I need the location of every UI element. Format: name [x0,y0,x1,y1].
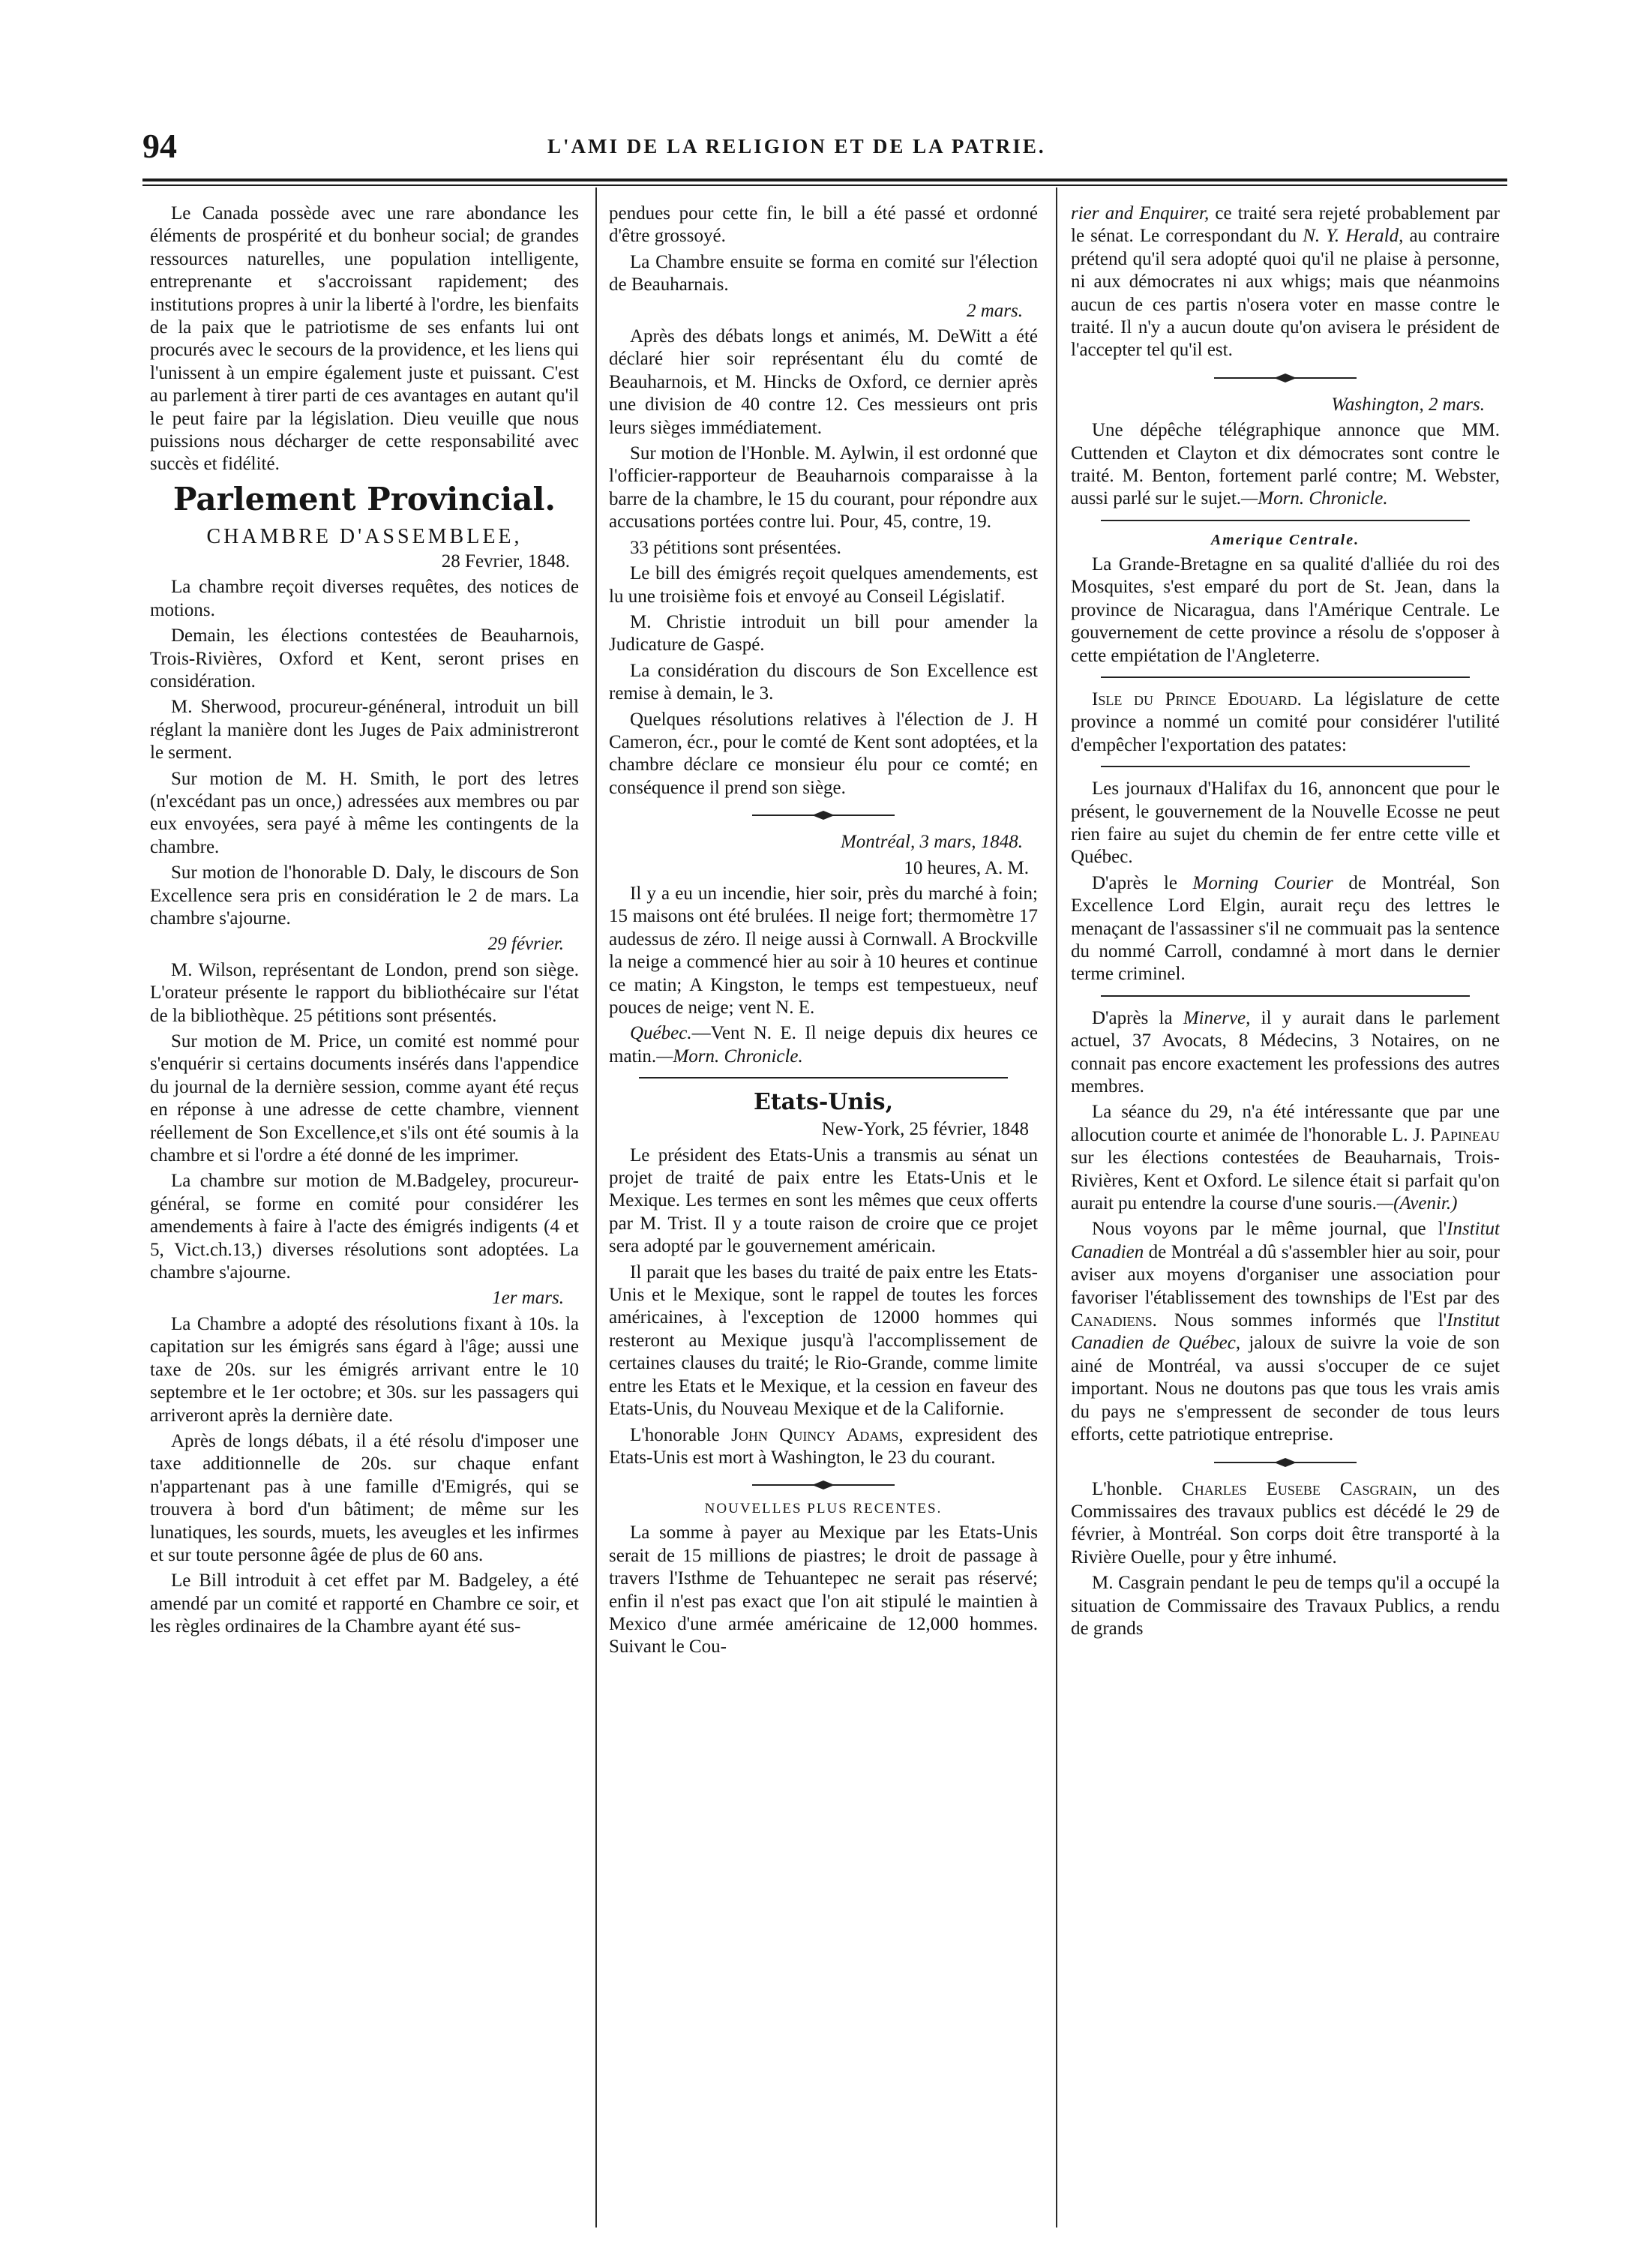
paragraph-text: D'après la [1092,1007,1183,1028]
paragraph: pendues pour cette fin, le bill a été passé et ordonné d'être grossoyé. [609,203,1038,247]
paragraph: Le Canada possède avec une rare abondance les éléments de prospérité et du bonheur social; de grandes ressources naturelles, une population intelligente, entreprenante et s'accroissant rapidement; des institutions propres à unir la liberté à l'ordre, les bienfaits de la paix que le patriotisme de ses enfants lui ont procurés avec le secours de la providence, et les liens qui l'unissent à un empire également juste et puissant. C'est au parlement à tirer parti de ces avantages en autant qu'il le peut faire par la législation. Dieu veuille que nous puissions nous décharger de cette responsabilité avec succès et fidélité. [150,203,579,475]
paragraph [1071,1007,1500,1099]
dateline: Washington, 2 mars. [1331,394,1485,415]
paragraph-text: sur les élections contestées de Beauharnais, Trois-Rivières, Kent et Oxford. Le silence était si parfait qu'on aurait pu entendre la course d'une souris. [1071,1148,1500,1214]
item-lead: Isle du Prince Edouard. [1092,688,1302,710]
person-name: John Quincy Adams [731,1424,899,1445]
paragraph: La considération du discours de Son Excellence est remise à demain, le 3. [609,660,1038,704]
dateline-lead: Québec. [630,1023,692,1044]
paragraph: Les journaux d'Halifax du 16, annoncent que pour le présent, le gouvernement de la Nouvelle Ecosse ne peut rien faire au sujet du chemin de fer entre cette ville et Québec. [1071,778,1500,868]
institution-name: Institut Canadien de Québec, [1071,1310,1500,1354]
paragraph: Sur motion de M. Price, un comité est nommé pour s'enquérir si certains documents insérés dans l'appendice du journal de la dernière session, comme ayant été reçus en réponse à une adresse de cette chambre, viennent réellement de Son Excellence,et s'ils ont été soumis à la chambre et si l'ordre a été donné de les imprimer. [150,1031,579,1166]
paragraph [1071,1478,1500,1570]
section-title: Etats-Unis, [753,1089,894,1116]
paragraph [1071,1101,1500,1215]
paragraph-text: ce traité sera rejeté probablement par le sénat. Le correspondant du [1071,203,1500,247]
header-rule [142,178,1507,182]
ornament-divider [1214,373,1357,383]
dateline: 29 février. [487,934,564,955]
column-2 [609,202,1038,2228]
paragraph [1071,202,1500,362]
page-header [142,126,1507,171]
paragraph: La Chambre ensuite se forma en comité sur l'élection de Beauharnais. [609,251,1038,296]
paragraph: Sur motion de M. H. Smith, le port des letres (n'excédant pas un once,) adressées aux membres ou par eux envoyées, sera payé à même les contingents de la chambre. [150,768,579,857]
paragraph-text: La législature de cette province a nommé un comité pour considérer l'utilité d'empêcher l'exportation des patates: [1071,688,1500,755]
paragraph: La Chambre a adopté des résolutions fixant à 10s. la capitation sur les émigrés sans égard à l'âge; aussi une taxe de 20s. sur les émigrés arrivant entre le 10 septembre et le 1er octobre; et 30s. sur les passagers qui arriveront après la dernière date. [150,1313,579,1426]
paragraph: M. Wilson, représentant de London, prend son siège. L'orateur présente le rapport du bibliothécaire sur l'état de la bibliothèque. 25 pétitions sont présentés. [150,959,579,1026]
paragraph-text: il y aurait dans le parlement actuel, 37 Avocats, 8 Médecins, 3 Notaires, on ne connait pas encore exactement les professions des autres membres. [1071,1007,1500,1096]
paragraph: La chambre reçoit diverses requêtes, des notices de motions. [150,577,579,620]
paragraph-text: D'après le [1092,872,1193,893]
column-separator [595,188,597,2228]
paragraph-text: L'honorable [630,1424,732,1445]
dateline: 1er mars. [492,1288,564,1309]
section-title: Amerique Centrale. [1210,531,1360,548]
paragraph: Le bill des émigrés reçoit quelques amendements, est lu une troisième fois et envoyé au Conseil Législatif. [609,563,1038,607]
paragraph: La somme à payer au Mexique par les Etats-Unis serait de 15 millions de piastres; le droit de passage à travers l'Isthme de Tehuantepec ne serait pas réservé; enfin il n'est pas exact que l'on ait stipulé le maintien à Mexico d'une armée américaine de 12,000 hommes. Suivant le Cou- [609,1522,1038,1658]
paragraph: M. Casgrain pendant le peu de temps qu'il a occupé la situation de Commissaire des Travaux Publics, a rendu de grands [1071,1573,1500,1639]
paragraph-text: Nous voyons par le même journal, que l' [1092,1219,1447,1240]
institution-name: Institut Canadien [1071,1219,1500,1262]
paragraph: 33 pétitions sont présentées. [630,537,841,558]
paragraph [1071,872,1500,986]
newspaper-name: Minerve, [1183,1007,1251,1028]
dateline-time: 10 heures, A. M. [904,857,1029,878]
paragraph: M. Christie introduit un bill pour amender la Judicature de Gaspé. [609,611,1038,656]
paragraph-text: jaloux de suivre la voie de son ainé de Montréal, va aussi s'occuper de ce sujet important. Nous ne doutons pas que tous les vrais amis du pays ne s'empressent de seconder de tous leurs efforts, cette patriotique entreprise. [1071,1333,1500,1445]
subsection-title: CHAMBRE D'ASSEMBLEE, [206,524,523,548]
paragraph [1071,688,1500,757]
person-name: L. J. Papineau [1392,1124,1500,1145]
paragraph-text: de Montréal, Son Excellence Lord Elgin, aurait reçu des lettres le menaçant de l'assassiner s'il ne commuait pas la sentence du nommé Carroll, condamné à mort dans le dernier terme criminel. [1071,872,1500,985]
page-number: 94 [142,127,177,165]
dateline: 2 mars. [966,300,1023,321]
paragraph [1071,1218,1500,1446]
newspaper-name: N. Y. Herald, [1303,226,1404,247]
paragraph [609,1424,1038,1470]
small-caps-word: Canadiens [1071,1310,1153,1331]
dateline: New-York, 25 février, 1848 [821,1119,1029,1140]
source-credit: —Morn. Chronicle. [1241,488,1388,509]
section-title: Parlement Provincial. [172,480,556,518]
paragraph-text: . Nous sommes informés que l' [1152,1310,1447,1331]
paragraph: Il y a eu un incendie, hier soir, près du marché à foin; 15 maisons ont été brulées. Il neige fort; thermomètre 17 audessus de zéro. Il neige aussi à Cornwall. A Brockville la neige a commencé hier au soir à 10 heures et continue ce matin; A Kingston, le temps est tempestueux, neuf pouces de neige; vent N. E. [609,883,1038,1018]
column-3 [1071,202,1500,2228]
paragraph-text: au contraire prétend qu'il sera adopté quoi qu'il ne plaise à personne, ni aux démocrates ni aux whigs; mais que néanmoins aucun de ces partis n'osera voter en masse contre le traité. Il n'y a aucun doute qu'on avisera le président de l'accepter tel qu'il est. [1071,226,1500,361]
divider-rule [1101,520,1470,521]
paragraph-text: Une dépêche télégraphique annonce que MM. Cuttenden et Clayton et dix démocrates sont contre le traité. M. Benton, fortement parlé contre; M. Webster, aussi parlé sur le sujet. [1071,420,1500,509]
ornament-divider [1214,1457,1357,1468]
ornament-divider [752,810,895,820]
paragraph: Sur motion de l'honorable D. Daly, le discours de Son Excellence sera pris en considération le 2 de mars. La chambre s'ajourne. [150,862,579,928]
paragraph-text: La séance du 29, n'a été intéressante que par une allocution courte et animée de l'honorable [1071,1102,1500,1145]
running-title: L'AMI DE LA RELIGION ET DE LA PATRIE. [547,135,1046,158]
newspaper-name: rier and Enquirer, [1071,203,1210,224]
paragraph-text: L'honble. [1092,1478,1183,1499]
paragraph [609,1022,1038,1068]
source-credit: —Morn. Chronicle. [656,1046,803,1066]
divider-rule [1101,766,1470,767]
paragraph: Il parait que les bases du traité de paix entre les Etats-Unis et le Mexique, sont le rappel de toutes les forces américaines, à l'exception de 12000 hommes qui resteront au Mexique jusqu'à l'accomplissement de certaines clauses du traité; le Rio-Grande, comme limite entre les Etats et le Mexique, et la cession en faveur des Etats-Unis, du Nouveau Mexique et de la Californie. [609,1262,1038,1420]
subsection-title: NOUVELLES PLUS RECENTES. [704,1501,943,1517]
paragraph: Après de longs débats, il a été résolu d'imposer une taxe additionnelle de 20s. sur chaque enfant n'appartenant pas à une famille d'Emigrés, qui se trouvera à bord d'un bâtiment; de même sur les lunatiques, les sourds, muets, les aveugles et les infirmes et sur toute personne âgée de plus de 60 ans. [150,1430,579,1565]
dateline: Montréal, 3 mars, 1848. [840,832,1023,853]
dateline: 28 Fevrier, 1848. [441,550,570,572]
paragraph [1071,419,1500,511]
divider-rule [639,1077,1008,1078]
paragraph: Après des débats longs et animés, M. DeWitt a été déclaré hier soir représentant élu du comté de Beauharnois, et M. Hincks de Oxford, ce dernier après une division de 40 contre 12. Ces messieurs ont pris leurs sièges immédiatement. [609,326,1038,438]
divider-rule [1101,676,1470,678]
column-separator [1056,188,1057,2228]
paragraph-text: de Montréal a dû s'assembler hier au soir, pour aviser aux moyens d'organiser une association pour favoriser l'établissement des townships de l'Est par des [1071,1241,1500,1308]
paragraph: Sur motion de l'Honble. M. Aylwin, il est ordonné que l'officier-rapporteur de Beauharnois comparaisse à la barre de la chambre, le 15 du courant, pour répondre aux accusations portées contre lui. Pour, 45, contre, 19. [609,443,1038,532]
paragraph: M. Sherwood, procureur-généneral, introduit un bill réglant la manière dont les Juges de Paix administreront le serment. [150,697,579,764]
paragraph: Le Bill introduit à cet effet par M. Badgeley, a été amendé par un comité et rapporté en Chambre ce soir, et les règles ordinaires de la Chambre ayant été sus- [150,1570,579,1637]
person-name: Charles Eusebe Casgrain [1182,1478,1413,1499]
column-1 [150,202,579,2228]
paragraph-text: , un des Commissaires des travaux publics est décédé le 29 de février, à Montréal. Son corps doit être transporté à la Rivière Ouelle, pour y être inhumé. [1071,1478,1500,1568]
paragraph-text: , expresident des Etats-Unis est mort à Washington, le 23 du courant. [609,1424,1038,1468]
divider-rule [1101,995,1470,997]
ornament-divider [752,1480,895,1490]
paragraph: La chambre sur motion de M.Badgeley, procureur-général, se forme en comité pour considérer les amendements à faire à l'acte des émigrés indigents (4 et 5, Vict.ch.13,) diverses résolutions sont adoptées. La chambre s'ajourne. [150,1171,579,1283]
header-rule-thin [142,184,1507,186]
source-credit: —(Avenir.) [1376,1193,1458,1214]
newspaper-name: Morning Courier [1192,872,1333,893]
paragraph: Demain, les élections contestées de Beauharnois, Trois-Rivières, Oxford et Kent, seront prises en considération. [150,626,579,692]
paragraph: Quelques résolutions relatives à l'élection de J. H Cameron, écr., pour le comté de Kent sont adoptées, et la chambre déclare ce monsieur élu pour ce comté; en conséquence il prend son siège. [609,709,1038,798]
paragraph-text: —Vent N. E. Il neige depuis dix heures ce matin. [609,1023,1038,1066]
paragraph: Le président des Etats-Unis a transmis au sénat un projet de traité de paix entre les Etats-Unis et le Mexique. Les termes en sont les mêmes que ceux offerts par M. Trist. Il y a toute raison de croire que ce projet sera adopté par le gouvernement américain. [609,1144,1038,1257]
paragraph: La Grande-Bretagne en sa qualité d'alliée du roi des Mosquites, s'est emparé du port de St. Jean, dans la province de Nicaragua, dans l'Amérique Centrale. Le gouvernement de cette province a résolu de s'opposer à cette empiétation de l'Angleterre. [1071,554,1500,666]
